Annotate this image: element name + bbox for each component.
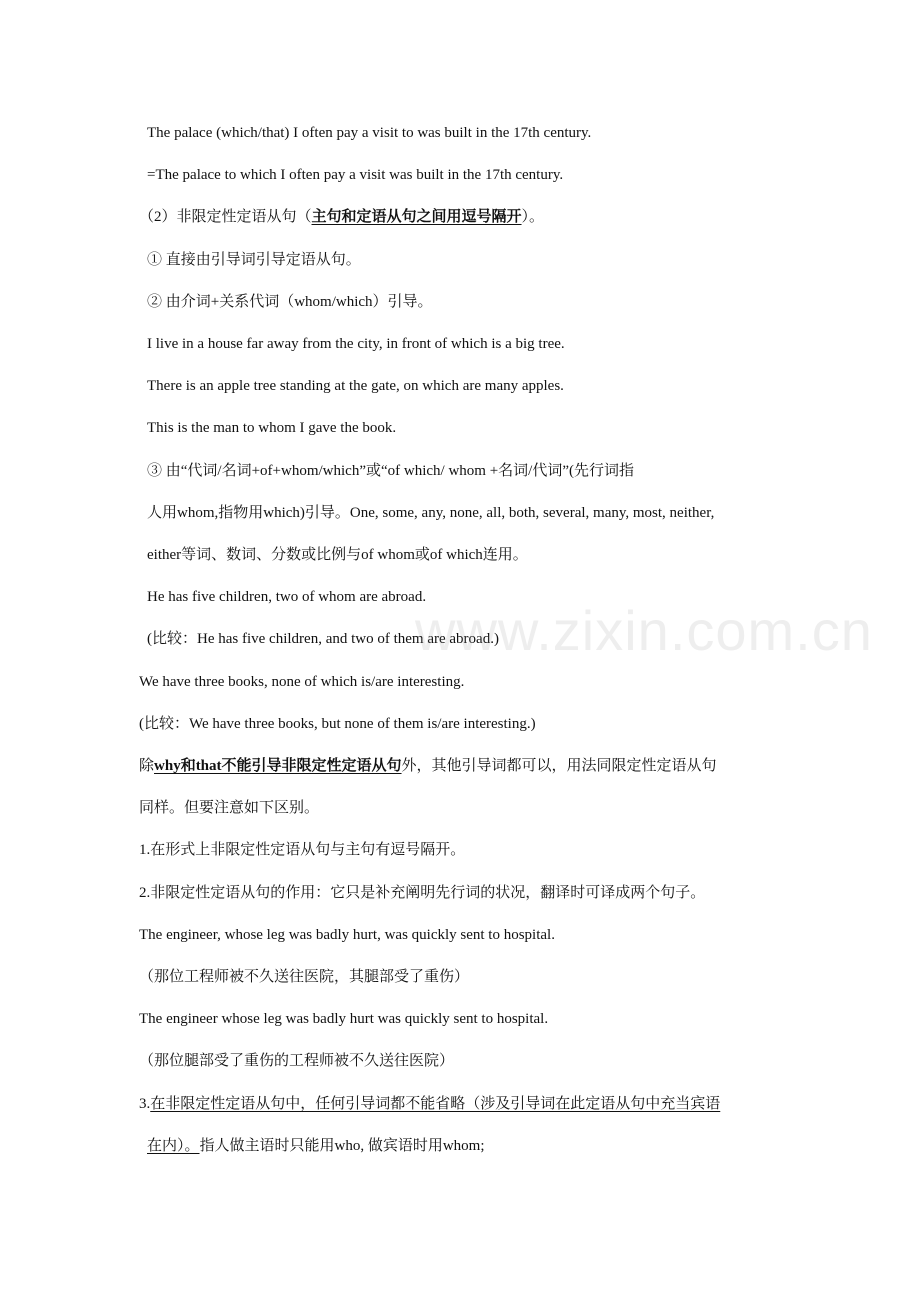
- translation-engineer-2: （那位腿部受了重伤的工程师被不久送往医院）: [139, 1053, 455, 1069]
- line-palace-which-that: The palace (which/that) I often pay a visit to was built in the 17th century.: [147, 125, 592, 141]
- example-books: We have three books, none of which is/are interesting.: [139, 674, 465, 690]
- rule-item-3: ③ 由“代词/名词+of+whom/which”或“of which/ whom +名词/代词”(先行词指: [147, 463, 634, 479]
- example-man-book: This is the man to whom I gave the book.: [147, 420, 397, 436]
- rule-item-1: ① 直接由引导词引导定语从句。: [147, 252, 361, 268]
- note-suffix: 外，其他引导词都可以，用法同限定性定语从句: [401, 758, 717, 774]
- note-except-why-that: [139, 756, 717, 776]
- difference-1: 1.在形式上非限定性定语从句与主句有逗号隔开。: [139, 842, 466, 858]
- rule-item-2: ② 由介词+关系代词（whom/which）引导。: [147, 294, 433, 310]
- example-children: He has five children, two of whom are abroad.: [147, 589, 427, 605]
- note-emphasis: why和that不能引导非限定性定语从句: [154, 758, 402, 774]
- example-engineer-nonrestrictive: The engineer, whose leg was badly hurt, was quickly sent to hospital.: [139, 927, 555, 943]
- example-apple-tree: There is an apple tree standing at the gate, on which are many apples.: [147, 378, 564, 394]
- example-engineer-restrictive: The engineer whose leg was badly hurt was quickly sent to hospital.: [139, 1011, 549, 1027]
- section-heading-non-restrictive: [139, 207, 544, 227]
- difference-3-rest: 指人做主语时只能用who, 做宾语时用whom;: [199, 1138, 485, 1154]
- translation-engineer-1: （那位工程师被不久送往医院，其腿部受了重伤）: [139, 969, 470, 985]
- difference-3-emphasis-end: 在内）。: [147, 1138, 200, 1154]
- site-watermark: www.zixin.com.cn: [415, 599, 873, 662]
- difference-3-emphasis: 在非限定性定语从句中，任何引导词都不能省略（涉及引导词在此定语从句中充当宾语: [150, 1096, 721, 1112]
- compare-books: (比较：We have three books, but none of them is/are interesting.): [139, 716, 536, 732]
- example-house: I live in a house far away from the city, in front of which is a big tree.: [147, 336, 565, 352]
- line-palace-to-which: =The palace to which I often pay a visit was built in the 17th century.: [147, 167, 564, 183]
- note-cont: 同样。但要注意如下区别。: [139, 800, 320, 816]
- compare-children: (比较：He has five children, and two of them are abroad.): [147, 631, 499, 647]
- note-prefix: 除: [139, 758, 155, 774]
- rule-item-3-cont-2: either等词、数词、分数或比例与of whom或of which连用。: [147, 547, 528, 563]
- heading-prefix: （2）非限定性定语从句（: [139, 209, 312, 225]
- rule-item-3-cont-1: 人用whom,指物用which)引导。One, some, any, none, all, both, several, many, most, neither,: [147, 505, 715, 521]
- difference-3: [139, 1094, 720, 1114]
- heading-suffix: ）。: [521, 209, 545, 225]
- difference-3-cont: [147, 1136, 485, 1156]
- difference-2: 2.非限定性定语从句的作用：它只是补充阐明先行词的状况，翻译时可译成两个句子。: [139, 885, 706, 901]
- heading-emphasis: 主句和定语从句之间用逗号隔开: [311, 209, 522, 225]
- difference-3-number: 3.: [139, 1096, 151, 1112]
